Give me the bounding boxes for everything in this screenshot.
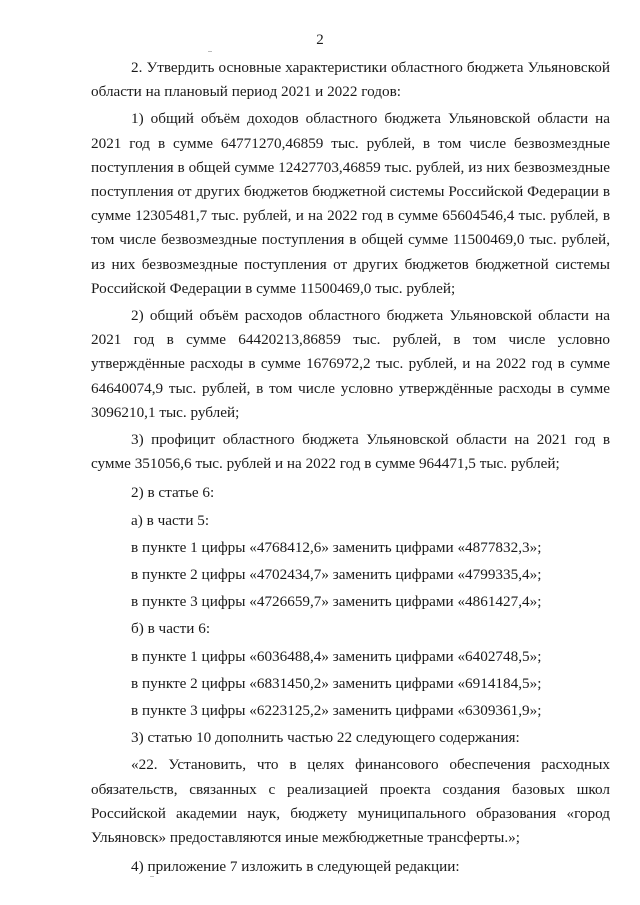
paragraph-revenue: 1) общий объём доходов областного бюджета Ульяновской области на 2021 год в сумме 64771270,46859 тыс. рублей, в том числе безвозмездные поступления в общей сумме 12427703,46859 тыс. рублей, из них безвозмездные поступления от других бюджетов бюджетной системы Российской Федерации в сумме 12305481,7 тыс. рублей, и на 2022 год в сумме 65604546,4 тыс. рублей, в том числе безвозмездные поступления в общей сумме 11500469,0 тыс. рублей, из них безвозмездные поступления от других бюджетов бюджетной системы Российской Федерации в сумме 11500469,0 тыс. рублей;	[91, 110, 610, 297]
page-number: 2	[316, 32, 324, 48]
list-item: в пункте 2 цифры «6831450,2» заменить цифрами «6914184,5»;	[131, 674, 542, 692]
paragraph-main-characteristics: 2. Утвердить основные характеристики областного бюджета Ульяновской области на плановый период 2021 и 2022 годов:	[91, 59, 610, 101]
paragraph-part-6: б) в части 6:	[131, 620, 211, 638]
scan-mark	[208, 51, 212, 52]
paragraph-article-6: 2) в статье 6:	[131, 484, 215, 502]
paragraph-appendix-7: 4) приложение 7 изложить в следующей редакции:	[131, 858, 460, 876]
paragraph-part-5: а) в части 5:	[131, 511, 210, 529]
list-item: в пункте 2 цифры «4702434,7» заменить цифрами «4799335,4»;	[131, 566, 542, 584]
document-body	[91, 56, 610, 880]
list-item: в пункте 1 цифры «4768412,6» заменить цифрами «4877832,3»;	[131, 538, 542, 556]
paragraph-part-22: «22. Установить, что в целях финансового обеспечения расходных обязательств, связанных с реализацией проекта создания базовых школ Российской академии наук, бюджету муниципального образования «город Ульяновск» предоставляются иные межбюджетные трансферты.»;	[91, 756, 610, 847]
paragraph-expenses: 2) общий объём расходов областного бюджета Ульяновской области на 2021 год в сумме 64420213,86859 тыс. рублей, в том числе условно утверждённые расходы в сумме 1676972,2 тыс. рублей, и на 2022 год в сумме 64640074,9 тыс. рублей, в том числе условно утверждённые расходы в сумме 3096210,1 тыс. рублей;	[91, 307, 610, 421]
paragraph-surplus: 3) профицит областного бюджета Ульяновской области на 2021 год в сумме 351056,6 тыс. рублей и на 2022 год в сумме 964471,5 тыс. рублей;	[91, 431, 610, 473]
list-item: в пункте 3 цифры «6223125,2» заменить цифрами «6309361,9»;	[131, 702, 542, 720]
list-item: в пункте 1 цифры «6036488,4» заменить цифрами «6402748,5»;	[131, 647, 542, 665]
list-item: в пункте 3 цифры «4726659,7» заменить цифрами «4861427,4»;	[131, 593, 542, 611]
paragraph-article-10: 3) статью 10 дополнить частью 22 следующего содержания:	[131, 729, 520, 747]
